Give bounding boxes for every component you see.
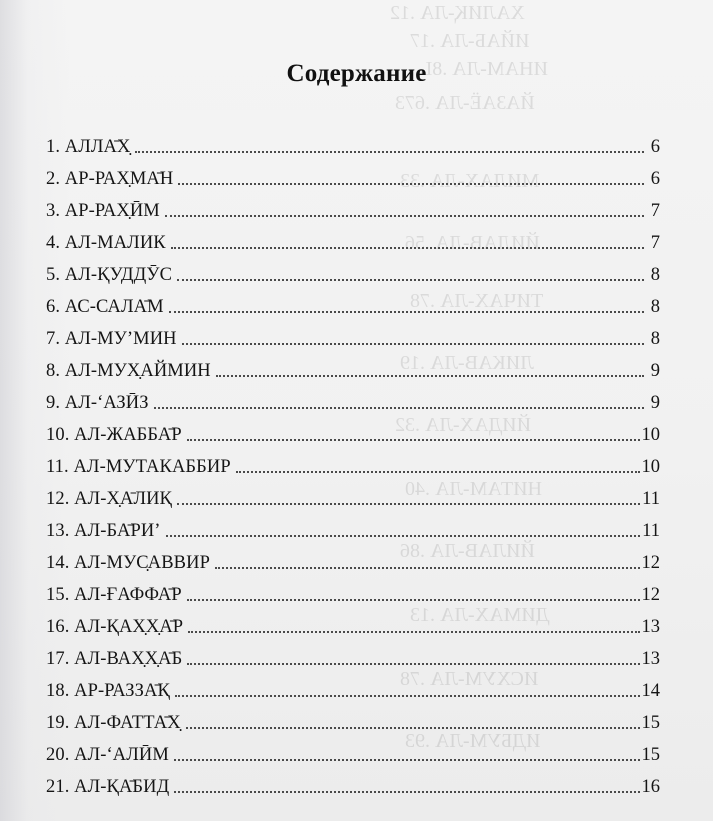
toc-entry[interactable] (46, 638, 660, 670)
toc-entry[interactable] (46, 702, 660, 734)
toc-entry-title: 19. АЛ-ФАТТА̄Х̣ (46, 713, 181, 733)
toc-entry-title: 7. АЛ-МУ’МИН (46, 329, 177, 349)
toc-entry[interactable] (46, 350, 660, 382)
toc-entry[interactable] (46, 542, 660, 574)
toc-entry-title: 12. АЛ-Х̣А̄ЛИҚ (46, 489, 172, 509)
toc-entry[interactable] (46, 510, 660, 542)
toc-dot-leader (169, 311, 644, 313)
toc-entry-page: 13 (641, 617, 660, 637)
toc-entry-page: 7 (650, 201, 660, 221)
toc-entry-title: 21. АЛ-ҚА̄БИД (46, 777, 170, 797)
toc-entry-page: 8 (650, 329, 660, 349)
toc-entry-page: 13 (641, 649, 660, 669)
toc-entry[interactable] (46, 158, 660, 190)
toc-entry-title: 5. АЛ-ҚУДДӮС (46, 265, 173, 285)
toc-dot-leader (182, 343, 644, 345)
toc-entry-page: 10 (641, 425, 660, 445)
toc-entry[interactable] (46, 670, 660, 702)
toc-entry-page: 15 (641, 713, 660, 733)
bleed-through-text: ХАЛИҚ-ЛА .12 ИЙАБ-ЛА .17 ИНАМ-ЛА .8L ЙАЗАЁ-ЛА .673 МИЛАХ-ЛА .33 ЙИЛАВ-ЛА .56 ТИЧАХ-ЛА .78 ЛИКАВ-ЛА .19 ЙИДАХ-ЛА .32 НИТАМ-ЛА .40 ЙИЛАВ-ЛА .86 ДИМАХ-ЛА .13 ИСХУМ-ЛА .78 ИДБУМ-ЛА .93 (390, 2, 550, 752)
toc-entry-page: 11 (642, 521, 660, 541)
toc-entry[interactable] (46, 126, 660, 158)
toc-entry-page: 12 (641, 585, 660, 605)
toc-entry-title: 4. АЛ-МАЛИК (46, 233, 166, 253)
toc-entry-title: 20. АЛ-‘АЛӢМ (46, 745, 169, 765)
toc-entry[interactable] (46, 286, 660, 318)
toc-dot-leader (171, 247, 644, 249)
toc-entry[interactable] (46, 414, 660, 446)
toc-entry-title: 6. АС-САЛА̄М (46, 297, 164, 317)
toc-entry-title: 10. АЛ-ЖАББА̄Р (46, 425, 182, 445)
toc-entry-page: 6 (650, 169, 660, 189)
toc-entry-title: 2. АР-РАХ̣МА̄Н (46, 169, 174, 189)
toc-dot-leader (174, 791, 639, 793)
toc-dot-leader (177, 503, 640, 505)
toc-entry-title: 15. АЛ-ҒАФФА̄Р (46, 585, 182, 605)
toc-entry-page: 15 (641, 745, 660, 765)
toc-entry-title: 9. АЛ-‘АЗӢЗ (46, 393, 149, 413)
toc-entry-page: 8 (650, 297, 660, 317)
toc-entry-title: 1. АЛЛА̄Х̣ (46, 137, 131, 157)
page-title: Содержание (286, 60, 427, 87)
toc-entry-page: 16 (641, 777, 660, 797)
toc-entry[interactable] (46, 606, 660, 638)
toc-entry-page: 12 (641, 553, 660, 573)
toc-entry-title: 18. АР-РАЗЗА̄Қ (46, 681, 170, 701)
toc-dot-leader (175, 695, 640, 697)
toc-dot-leader (177, 279, 644, 281)
toc-dot-leader (135, 151, 644, 153)
toc-dot-leader (216, 375, 644, 377)
toc-entry[interactable] (46, 382, 660, 414)
toc-entry-page: 14 (641, 681, 660, 701)
toc-entry[interactable] (46, 734, 660, 766)
toc-dot-leader (187, 663, 639, 665)
toc-entry[interactable] (46, 190, 660, 222)
toc-entry-title: 11. АЛ-МУТАКАББИР (46, 457, 231, 477)
table-of-contents (46, 126, 660, 798)
toc-entry-page: 9 (650, 361, 660, 381)
toc-entry[interactable] (46, 222, 660, 254)
toc-entry-page: 11 (642, 489, 660, 509)
toc-entry-title: 17. АЛ-ВАХ̣Х̣А̄Б (46, 649, 183, 669)
toc-entry[interactable] (46, 478, 660, 510)
toc-entry-title: 13. АЛ-БА̄РИ’ (46, 521, 161, 541)
toc-dot-leader (188, 631, 639, 633)
toc-entry[interactable] (46, 446, 660, 478)
toc-entry-page: 6 (650, 137, 660, 157)
toc-dot-leader (187, 599, 640, 601)
toc-dot-leader (154, 407, 644, 409)
toc-entry[interactable] (46, 766, 660, 798)
toc-entry-page: 8 (650, 265, 660, 285)
toc-entry-title: 16. АЛ-ҚАХ̣Х̣А̄Р (46, 617, 184, 637)
toc-dot-leader (186, 727, 640, 729)
toc-dot-leader (187, 439, 640, 441)
toc-entry[interactable] (46, 574, 660, 606)
toc-dot-leader (215, 567, 640, 569)
toc-dot-leader (178, 183, 644, 185)
toc-dot-leader (166, 535, 641, 537)
toc-entry-page: 9 (650, 393, 660, 413)
toc-entry-title: 14. АЛ-МУС̣АВВИР (46, 553, 210, 573)
toc-entry-page: 7 (650, 233, 660, 253)
toc-entry-title: 8. АЛ-МУХ̣АЙМИН (46, 361, 211, 381)
toc-dot-leader (165, 215, 644, 217)
toc-dot-leader (174, 759, 640, 761)
toc-entry-title: 3. АР-РАХ̣ӢМ (46, 201, 160, 221)
toc-entry[interactable] (46, 318, 660, 350)
toc-entry[interactable] (46, 254, 660, 286)
toc-dot-leader (236, 471, 640, 473)
toc-entry-page: 10 (641, 457, 660, 477)
